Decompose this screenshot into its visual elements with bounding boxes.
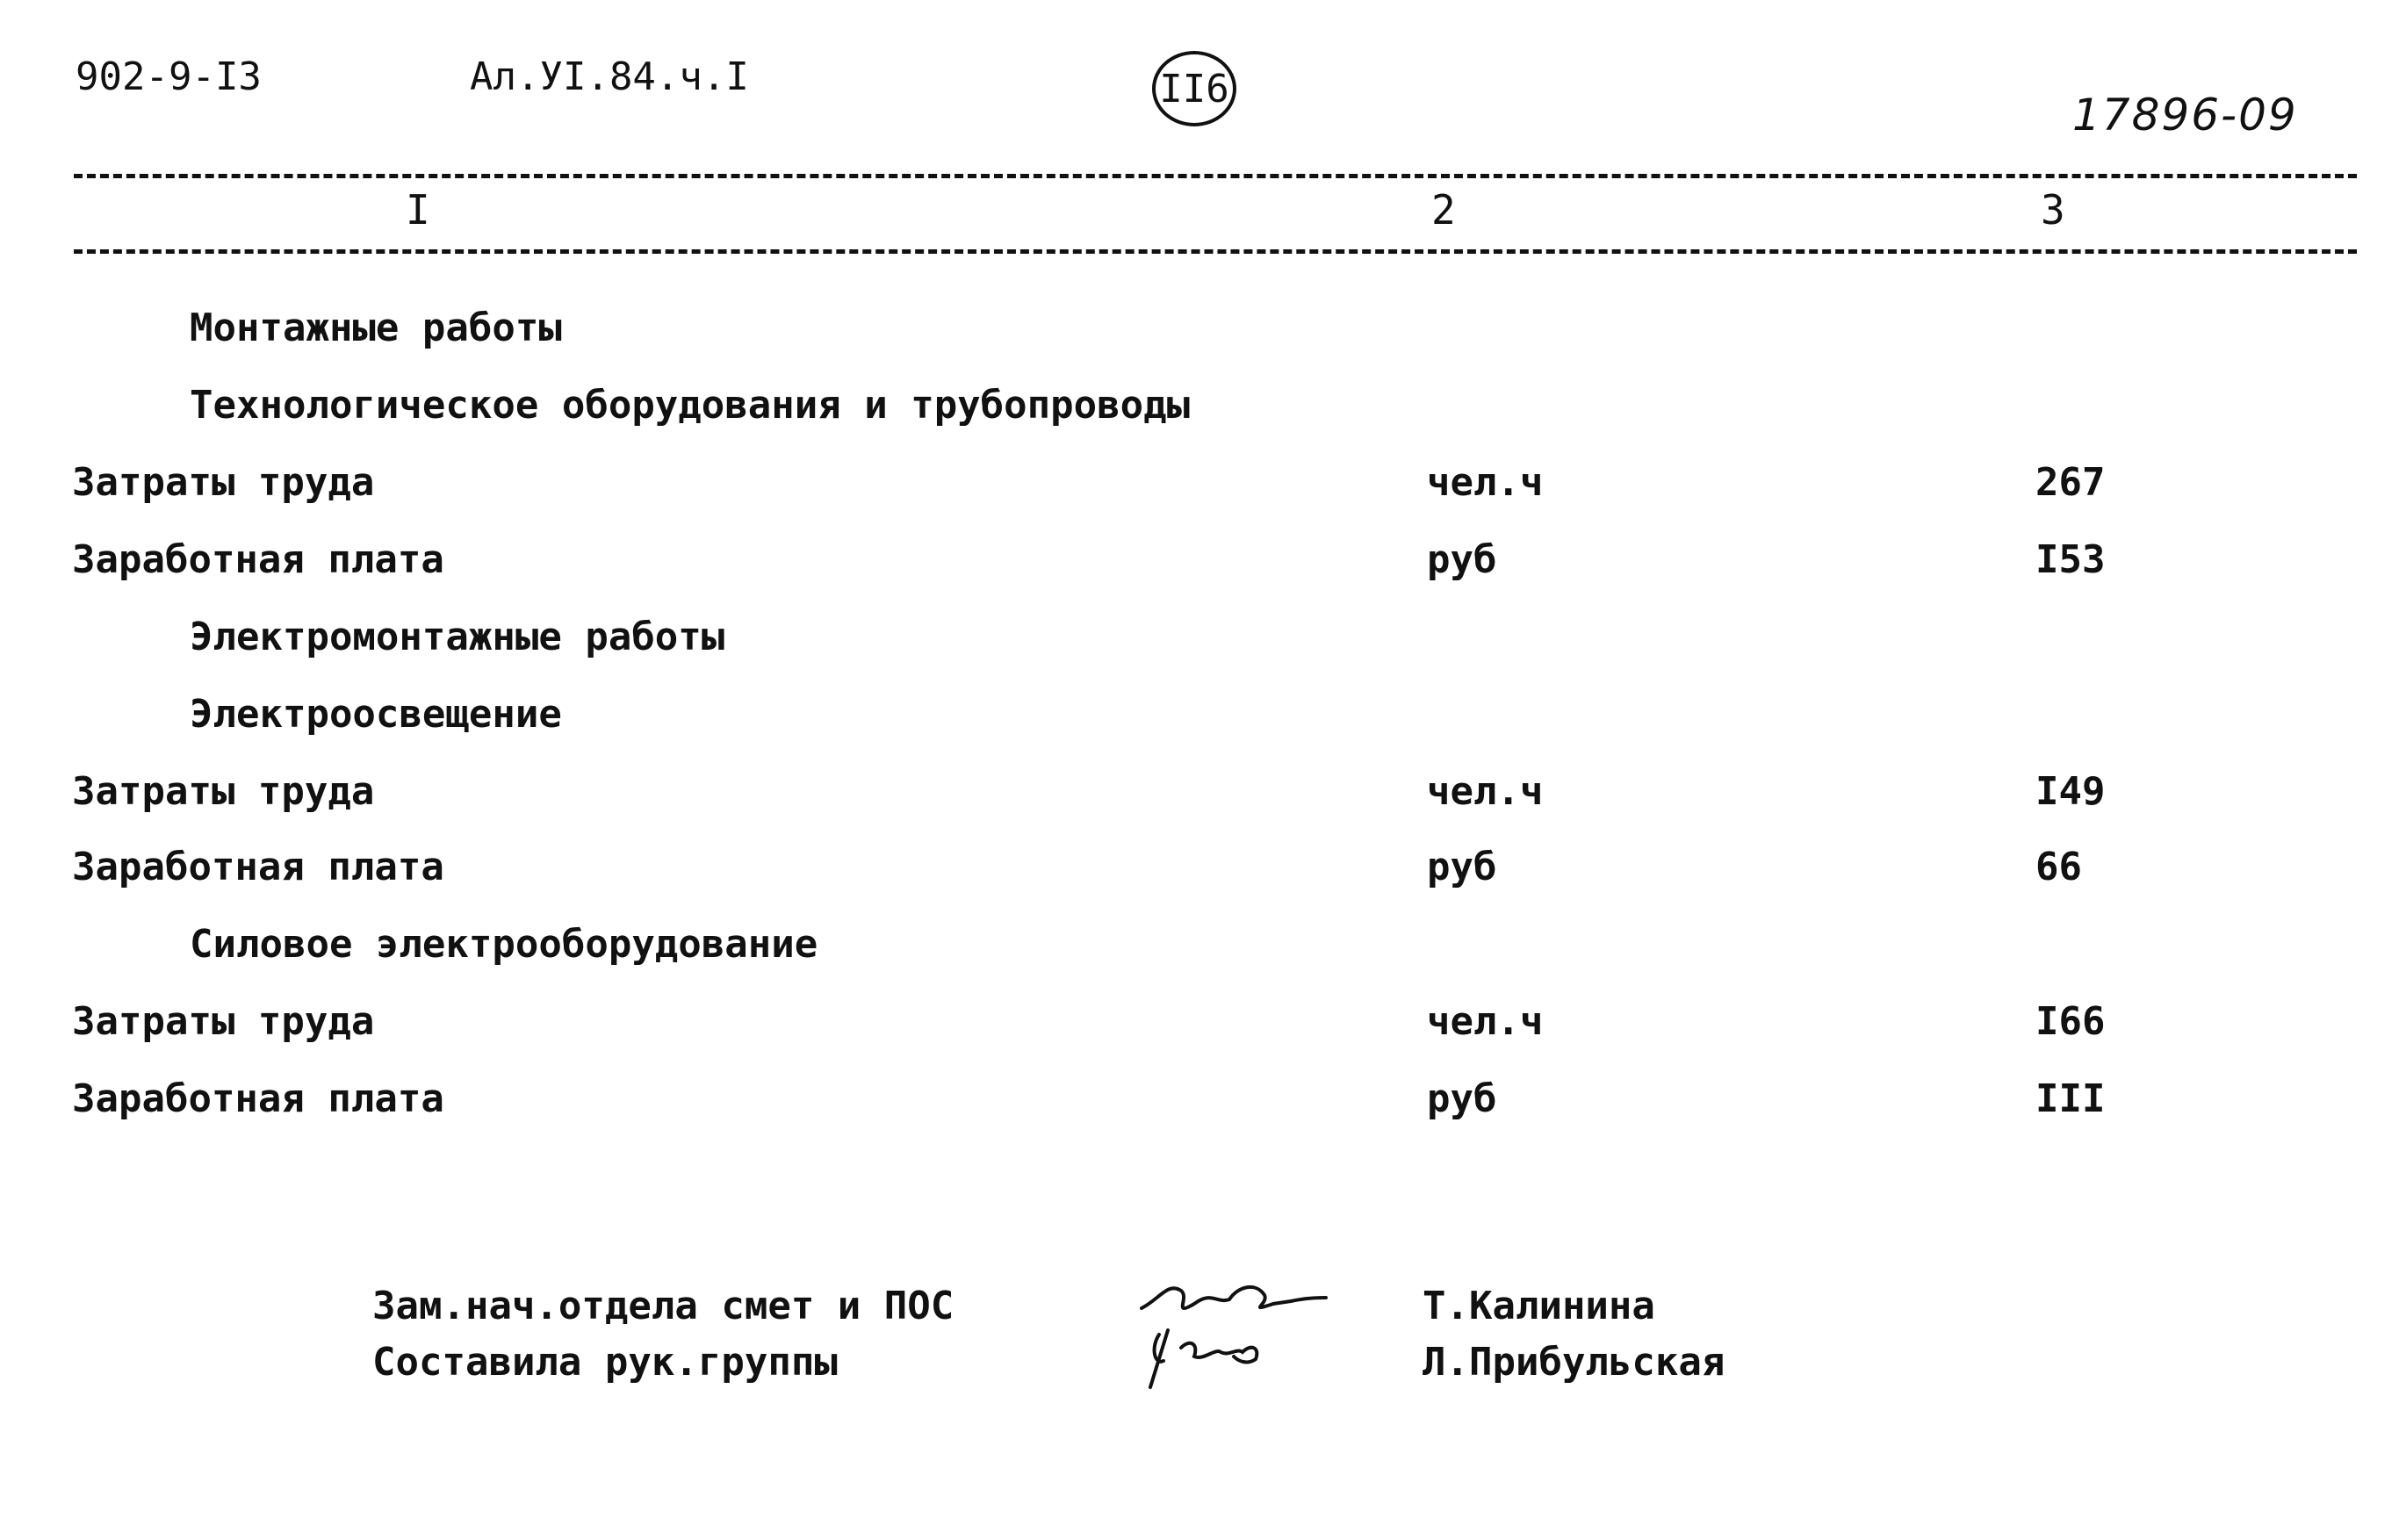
signatory-name: Л.Прибульская (1423, 1340, 1725, 1385)
section-heading: Электромонтажные работы (190, 615, 725, 659)
row-unit: руб (1427, 537, 1497, 582)
row-unit: чел.ч (1427, 999, 1544, 1044)
row-label: Затраты труда (72, 769, 375, 814)
handwritten-signatures (1133, 1264, 1361, 1396)
row-label: Заработная плата (72, 537, 444, 582)
row-unit: руб (1427, 845, 1497, 889)
row-label: Заработная плата (72, 845, 444, 889)
row-label: Заработная плата (72, 1076, 444, 1121)
album-reference: Ал.УI.84.ч.I (470, 54, 749, 99)
row-value: I53 (2035, 537, 2106, 582)
page-number: II6 (1159, 66, 1229, 112)
document-code: 902-9-I3 (76, 54, 262, 99)
column-header-2: 2 (1431, 186, 1456, 234)
row-unit: чел.ч (1427, 769, 1544, 814)
signatory-position: Зам.нач.отдела смет и ПОС (372, 1284, 954, 1328)
signatory-name: Т.Калинина (1423, 1284, 1655, 1328)
column-header-1: I (406, 186, 430, 234)
bottom-dashed-rule (74, 249, 2357, 254)
row-value: III (2035, 1076, 2106, 1121)
column-header-3: 3 (2041, 186, 2065, 234)
row-unit: чел.ч (1427, 460, 1544, 505)
section-heading: Монтажные работы (190, 306, 562, 350)
row-value: 66 (2035, 845, 2082, 889)
top-dashed-rule (74, 174, 2357, 178)
row-value: 267 (2035, 460, 2106, 505)
row-value: I49 (2035, 769, 2106, 814)
row-value: I66 (2035, 999, 2106, 1044)
page-number-circled (1152, 51, 1236, 126)
signatory-position: Составила рук.группы (372, 1340, 838, 1385)
inventory-number: 17896-09 (2072, 90, 2298, 140)
row-label: Затраты труда (72, 460, 375, 505)
section-heading: Силовое электрооборудование (190, 922, 818, 967)
section-heading: Электроосвещение (190, 692, 562, 737)
section-heading: Технологическое оборудования и трубопроводы (190, 383, 1191, 428)
row-unit: руб (1427, 1076, 1497, 1121)
row-label: Затраты труда (72, 999, 375, 1044)
